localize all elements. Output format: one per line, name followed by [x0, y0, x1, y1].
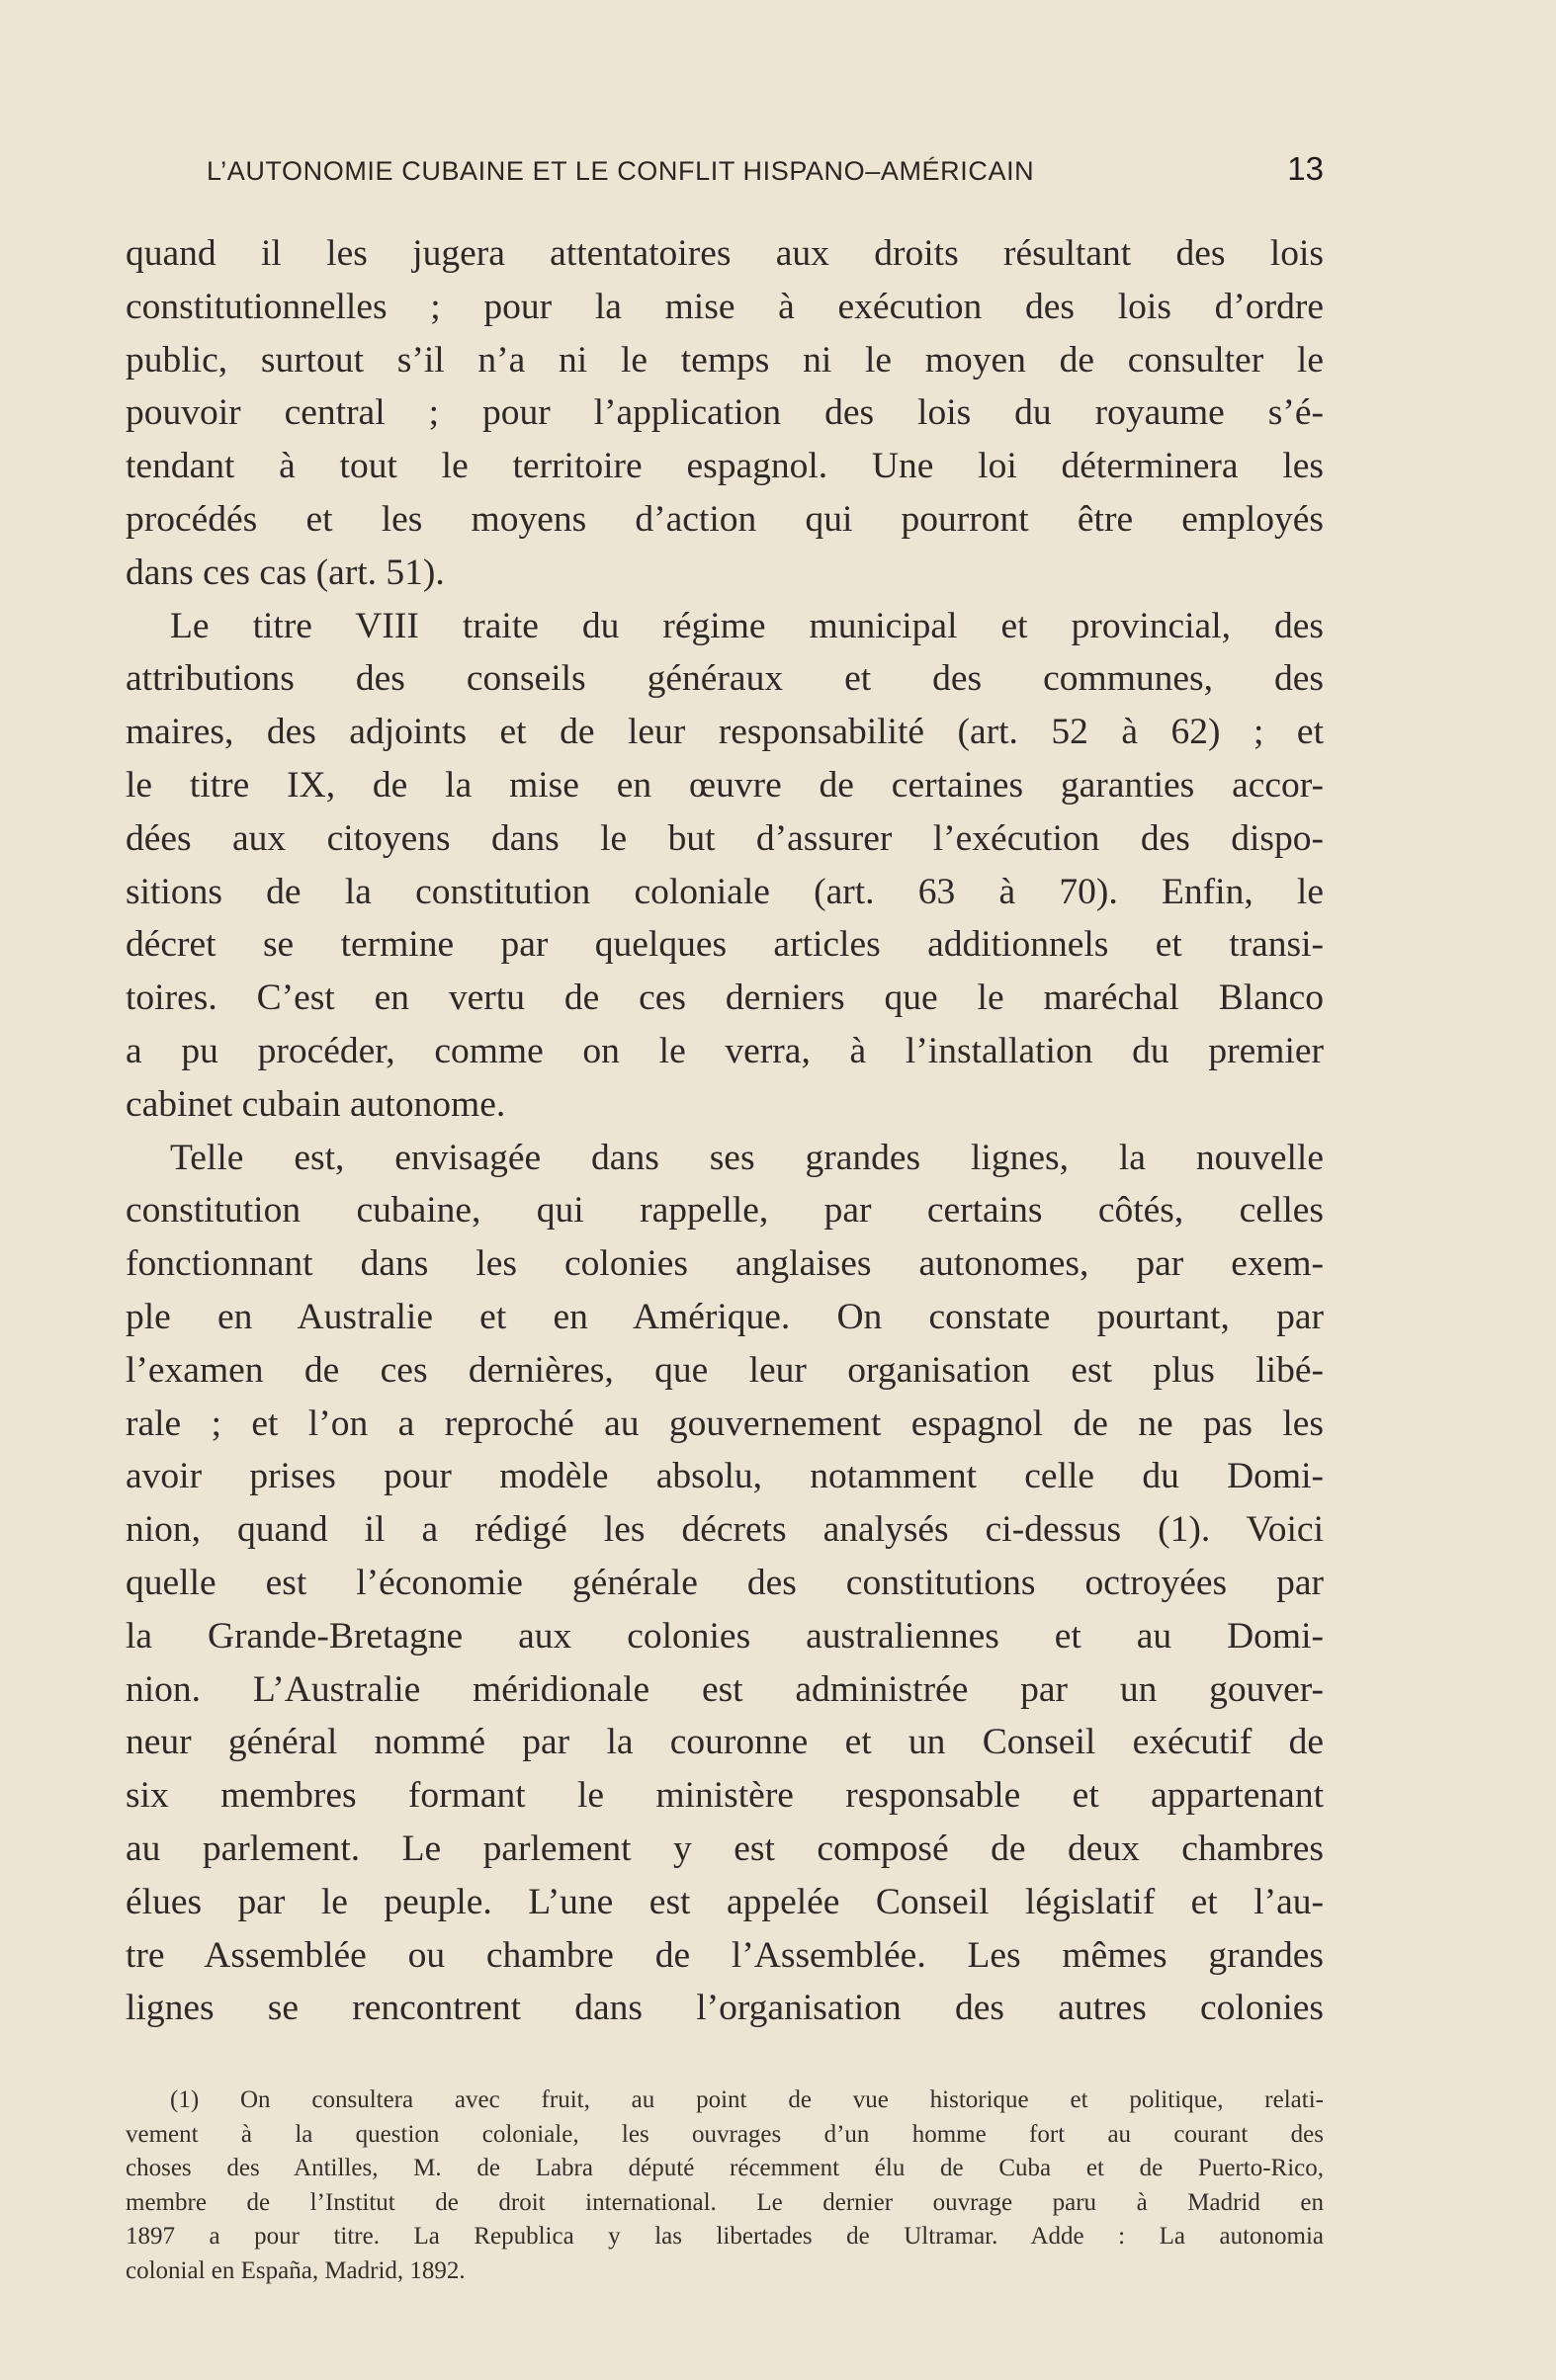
text-line: dées aux citoyens dans le but d’assurer l’exécution des dispo-: [126, 817, 1324, 859]
text-line: l’examen de ces dernières, que leur organisation est plus libé-: [126, 1349, 1324, 1391]
text-line: la Grande-Bretagne aux colonies australiennes et au Domi-: [126, 1615, 1324, 1657]
footnote-line: (1) On consultera avec fruit, au point de vue historique et politique, relati-: [170, 2086, 1324, 2113]
text-line: toires. C’est en vertu de ces derniers que le maréchal Blanco: [126, 978, 1324, 1019]
text-line: quand il les jugera attentatoires aux droits résultant des lois: [126, 233, 1324, 274]
text-line: fonctionnant dans les colonies anglaises autonomes, par exem-: [126, 1243, 1324, 1285]
text-line: pouvoir central ; pour l’application des lois du royaume s’é-: [126, 392, 1324, 434]
footnote-line: choses des Antilles, M. de Labra député récemment élu de Cuba et de Puerto-Rico,: [126, 2155, 1324, 2181]
text-line: Le titre VIII traite du régime municipal et provincial, des: [170, 605, 1324, 646]
text-line: six membres formant le ministère responsable et appartenant: [126, 1775, 1324, 1817]
text-line: au parlement. Le parlement y est composé de deux chambres: [126, 1828, 1324, 1869]
footnote-line: membre de l’Institut de droit international. Le dernier ouvrage paru à Madrid en: [126, 2188, 1324, 2216]
text-line: le titre IX, de la mise en œuvre de certaines garanties accor-: [126, 764, 1324, 806]
page-number: 13: [1287, 150, 1324, 187]
text-line: rale ; et l’on a reproché au gouvernement espagnol de ne pas les: [126, 1402, 1324, 1444]
text-line: élues par le peuple. L’une est appelée Conseil législatif et l’au-: [126, 1881, 1324, 1922]
text-line: décret se termine par quelques articles additionnels et transi-: [126, 924, 1324, 966]
text-line: constitution cubaine, qui rappelle, par certains côtés, celles: [126, 1190, 1324, 1232]
text-line: attributions des conseils généraux et des communes, des: [126, 658, 1324, 700]
footnote-line: vement à la question coloniale, les ouvrages d’un homme fort au courant des: [126, 2120, 1324, 2148]
footnote-line: colonial en España, Madrid, 1892.: [126, 2256, 466, 2284]
text-line: neur général nommé par la couronne et un Conseil exécutif de: [126, 1722, 1324, 1763]
running-title: L’AUTONOMIE CUBAINE ET LE CONFLIT HISPANO–AMÉRICAIN: [207, 156, 1035, 186]
text-line: sitions de la constitution coloniale (art. 63 à 70). Enfin, le: [126, 871, 1324, 912]
text-line: public, surtout s’il n’a ni le temps ni le moyen de consulter le: [126, 339, 1324, 381]
body-text: [126, 227, 1324, 2035]
text-line: cabinet cubain autonome.: [126, 1083, 506, 1125]
text-line: constitutionnelles ; pour la mise à exécution des lois d’ordre: [126, 286, 1324, 327]
text-line: ple en Australie et en Amérique. On constate pourtant, par: [126, 1296, 1324, 1337]
text-line: tre Assemblée ou chambre de l’Assemblée. Les mêmes grandes: [126, 1934, 1324, 1976]
running-head: [207, 150, 1324, 194]
text-line: avoir prises pour modèle absolu, notamment celle du Domi-: [126, 1456, 1324, 1497]
text-line: nion, quand il a rédigé les décrets analysés ci-dessus (1). Voici: [126, 1509, 1324, 1551]
text-line: lignes se rencontrent dans l’organisation des autres colonies: [126, 1988, 1324, 2029]
footnote-line: 1897 a pour titre. La Republica y las libertades de Ultramar. Adde : La autonomia: [126, 2223, 1324, 2250]
text-line: nion. L’Australie méridionale est administrée par un gouver-: [126, 1668, 1324, 1710]
text-line: a pu procéder, comme on le verra, à l’installation du premier: [126, 1030, 1324, 1071]
text-line: dans ces cas (art. 51).: [126, 552, 445, 593]
text-line: quelle est l’économie générale des constitutions octroyées par: [126, 1562, 1324, 1603]
text-line: tendant à tout le territoire espagnol. Une loi déterminera les: [126, 446, 1324, 487]
text-line: Telle est, envisagée dans ses grandes lignes, la nouvelle: [170, 1137, 1324, 1178]
text-line: maires, des adjoints et de leur responsabilité (art. 52 à 62) ; et: [126, 712, 1324, 753]
text-line: procédés et les moyens d’action qui pourront être employés: [126, 498, 1324, 540]
footnotes: [126, 2083, 1324, 2288]
